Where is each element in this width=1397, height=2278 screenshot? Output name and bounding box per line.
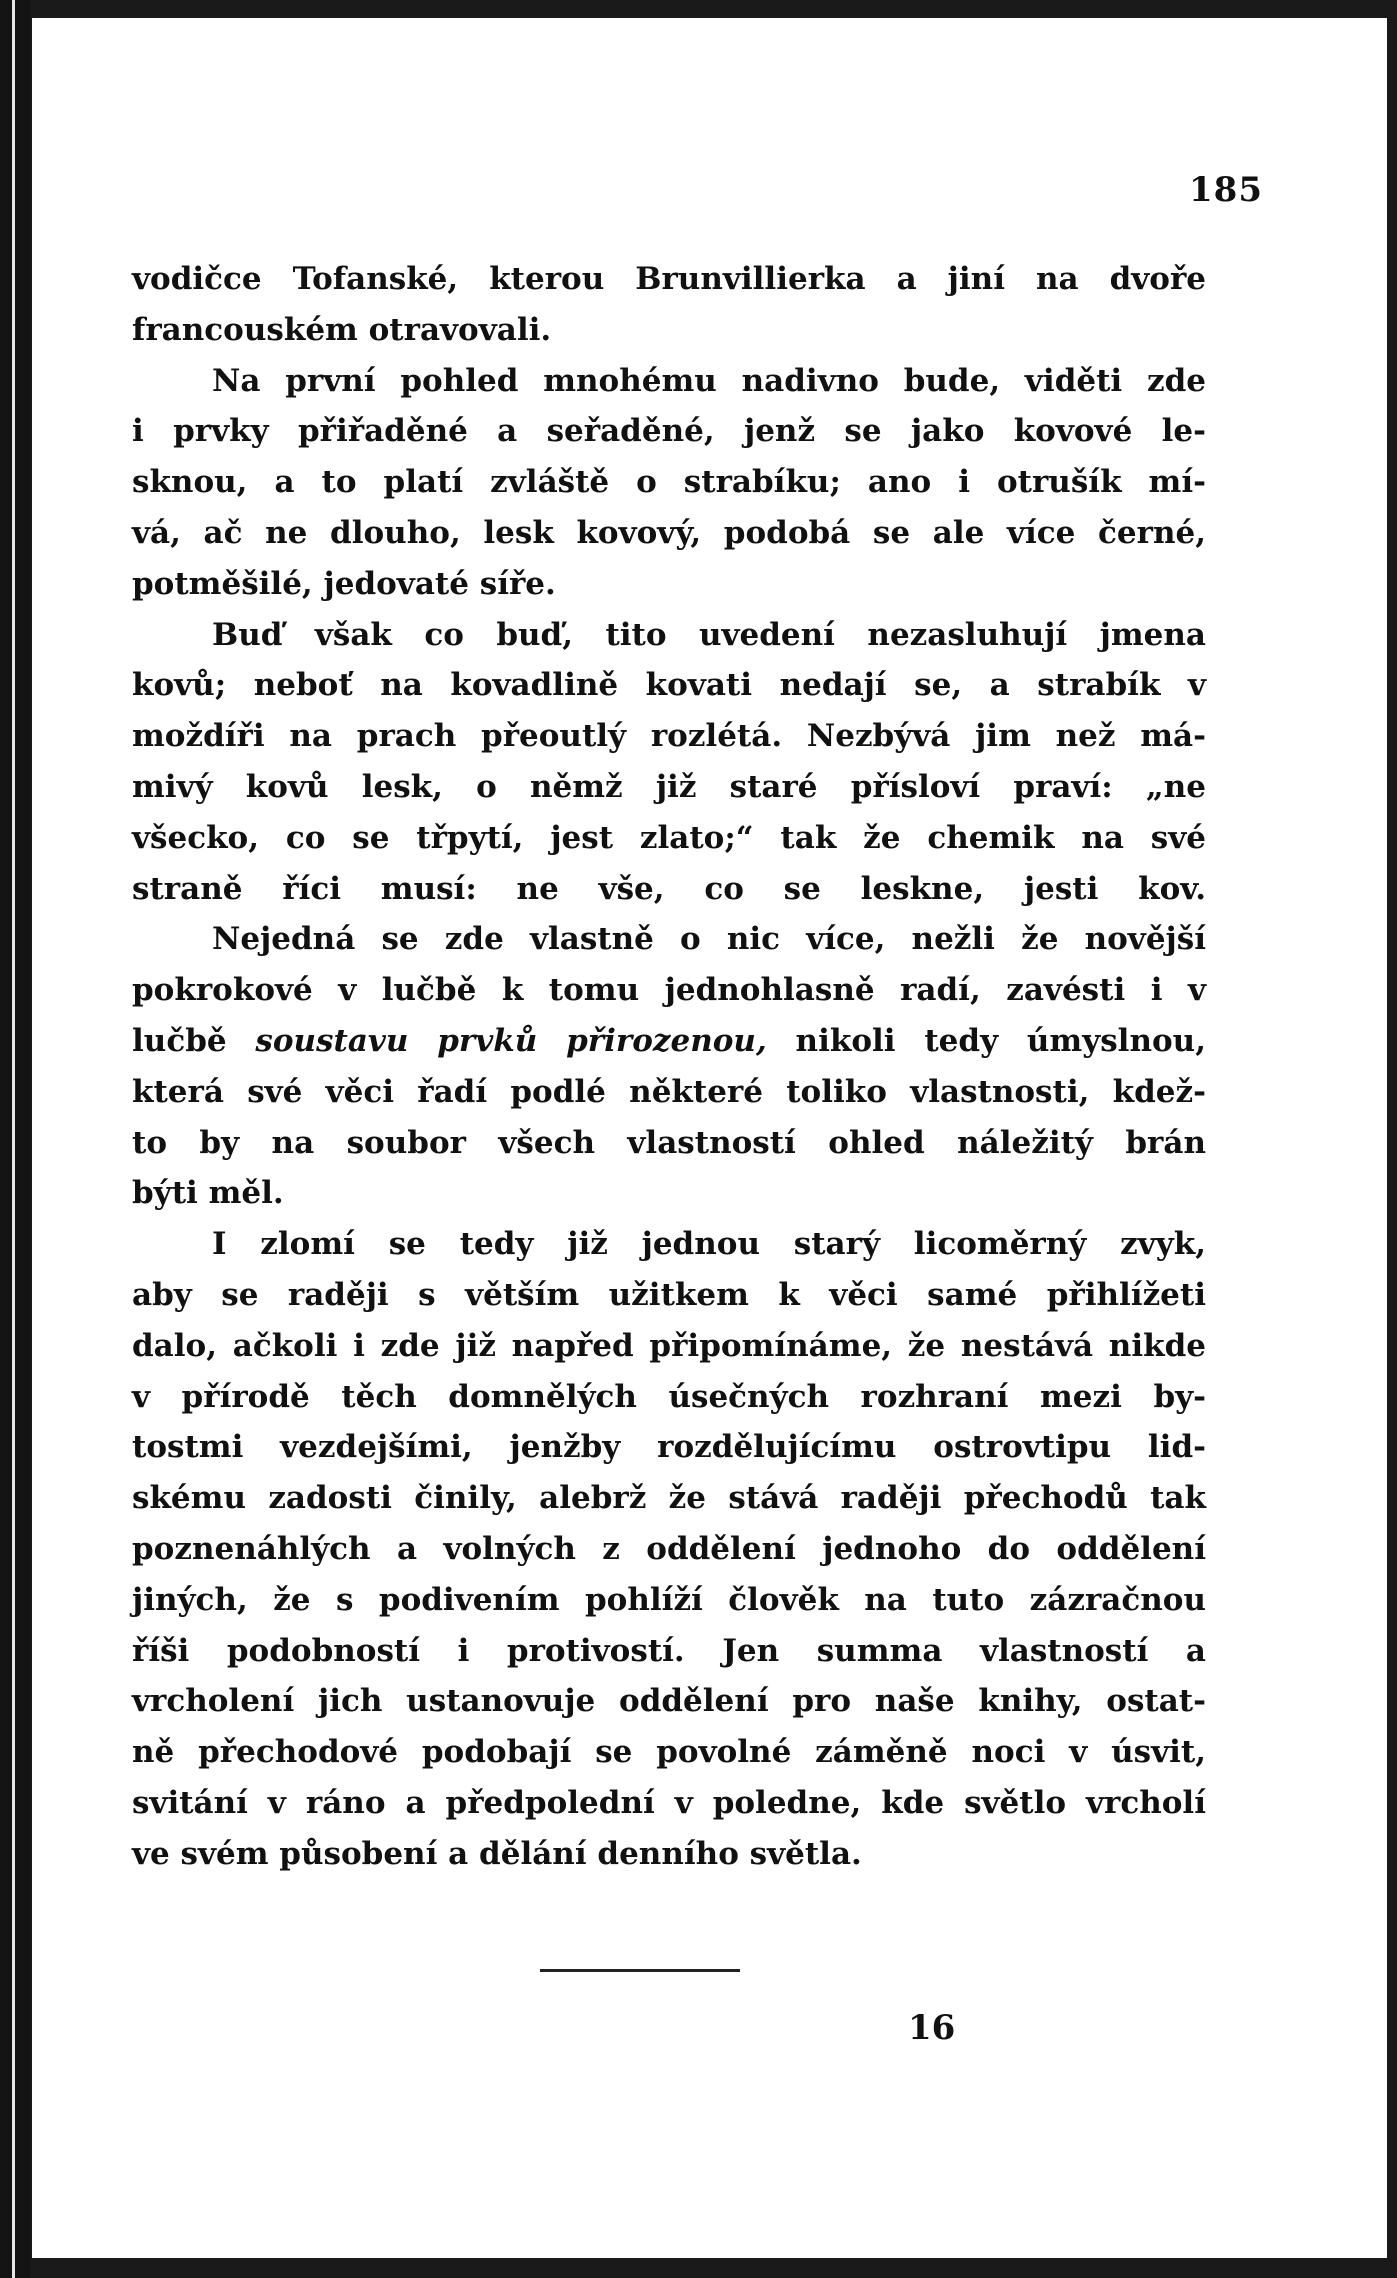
text-line: i prvky přiřaděné a seřaděné, jenž se jako kovové le- bbox=[132, 413, 1206, 450]
text-line: skému zadosti činily, alebrž že stává raději přechodů tak bbox=[132, 1480, 1206, 1517]
text-line: vá, ač ne dlouho, lesk kovový, podobá se ale více černé, bbox=[132, 514, 1206, 551]
text-line: potměšilé, jedovaté síře. bbox=[132, 565, 556, 602]
line-after-emphasis: nikoli tedy úmyslnou, bbox=[766, 1022, 1206, 1059]
text-line: tostmi vezdejšími, jenžby rozdělujícímu ostrovtipu lid- bbox=[132, 1429, 1206, 1466]
paragraph-start-line: Buď však co buď, tito uvedení nezasluhují jmena bbox=[212, 616, 1206, 653]
paragraph-start-line: Na první pohled mnohému nadivno bude, viděti zde bbox=[212, 362, 1206, 399]
scan-left-edge bbox=[0, 0, 30, 2278]
section-rule bbox=[540, 1969, 740, 1972]
paragraph-start-line: I zlomí se tedy již jednou starý licoměrný zvyk, bbox=[212, 1226, 1206, 1263]
text-line: v přírodě těch domnělých úsečných rozhraní mezi by- bbox=[132, 1378, 1206, 1415]
text-line: svitání v ráno a předpolední v poledne, kde světlo vrcholí bbox=[132, 1784, 1206, 1821]
text-line: aby se raději s větším užitkem k věci samé přihlížeti bbox=[132, 1276, 1206, 1313]
text-line: dalo, ačkoli i zde již napřed připomínáme, že nestává nikde bbox=[132, 1327, 1206, 1364]
page-number: 185 bbox=[1189, 170, 1263, 210]
text-line: býti měl. bbox=[132, 1175, 284, 1212]
paragraph-start-line: Nejedná se zde vlastně o nic více, nežli že novější bbox=[212, 921, 1206, 958]
text-line: jiných, že s podivením pohlíží člověk na tuto zázračnou bbox=[132, 1581, 1206, 1618]
text-line: francouském otravovali. bbox=[132, 311, 552, 348]
text-line: straně říci musí: ne vše, co se leskne, jesti kov. bbox=[132, 870, 1206, 907]
text-line: vodičce Tofanské, kterou Brunvillierka a jiní na dvoře bbox=[132, 261, 1206, 297]
text-line: vrcholení jich ustanovuje oddělení pro naše knihy, ostat- bbox=[132, 1683, 1206, 1720]
text-line: ně přechodové podobají se povolné záměně noci v úsvit, bbox=[132, 1734, 1206, 1771]
scan-edge-line bbox=[12, 0, 15, 2278]
book-page bbox=[32, 18, 1387, 2258]
signature-mark: 16 bbox=[908, 2008, 956, 2048]
text-line: pokrokové v lučbě k tomu jednohlasně radí, zavésti i v bbox=[132, 972, 1206, 1009]
text-line: říši podobností i protivostí. Jen summa vlastností a bbox=[132, 1632, 1206, 1669]
text-line-with-emphasis bbox=[132, 1016, 1206, 1067]
text-line: to by na soubor všech vlastností ohled náležitý brán bbox=[132, 1124, 1206, 1161]
body-text bbox=[132, 254, 1206, 1880]
text-line: ve svém působení a dělání denního světla. bbox=[132, 1835, 862, 1872]
text-line: poznenáhlých a volných z oddělení jednoho do oddělení bbox=[132, 1530, 1206, 1567]
text-line: moždíři na prach přeoutlý rozlétá. Nezbývá jim než má- bbox=[132, 718, 1206, 755]
text-line: kovů; neboť na kovadlině kovati nedají se, a strabík v bbox=[132, 667, 1206, 704]
text-line: sknou, a to platí zvláště o strabíku; ano i otrušík mí- bbox=[132, 464, 1206, 501]
emphasized-term: soustavu prvků přirozenou, bbox=[255, 1022, 767, 1059]
text-line: všecko, co se třpytí, jest zlato;“ tak že chemik na své bbox=[132, 819, 1206, 856]
text-line: mivý kovů lesk, o němž již staré přísloví praví: „ne bbox=[132, 768, 1206, 805]
text-line: která své věci řadí podlé některé toliko vlastnosti, kdež- bbox=[132, 1073, 1206, 1110]
line-before-emphasis: lučbě bbox=[132, 1022, 256, 1059]
